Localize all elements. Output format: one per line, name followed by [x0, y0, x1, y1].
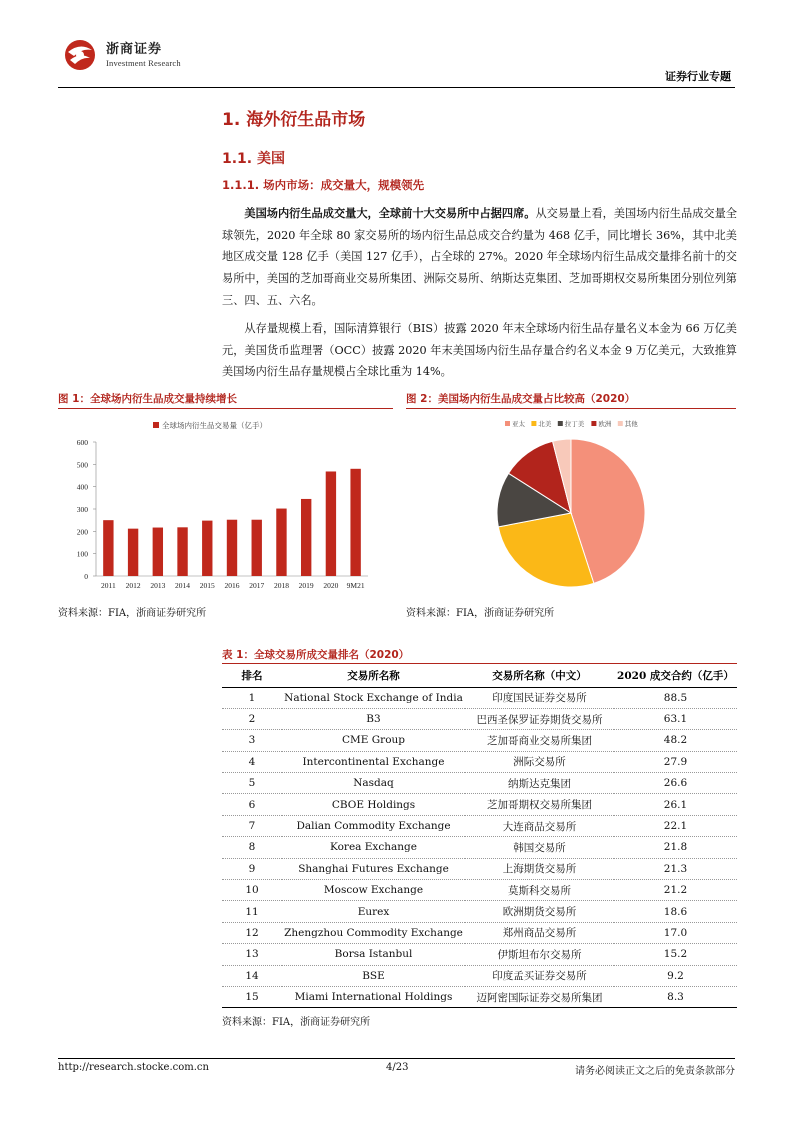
x-tick-label: 9M21 — [346, 581, 365, 590]
legend-label: 其他 — [624, 420, 638, 428]
cell-exchange-name: CME Group — [282, 730, 465, 751]
table-row — [222, 965, 737, 986]
figure2-caption: 图 2：美国场内衍生品成交量占比较高（2020） — [406, 393, 636, 405]
legend-swatch — [531, 421, 536, 426]
x-tick-label: 2019 — [298, 581, 314, 590]
legend-swatch — [558, 421, 563, 426]
cell-contracts: 21.3 — [614, 858, 737, 879]
table-header-row — [222, 665, 737, 687]
header-contracts-2020: 2020 成交合约（亿手） — [614, 665, 737, 687]
paragraph-lead-bold: 美国场内衍生品成交量大，全球前十大交易所中占据四席。 — [244, 206, 536, 220]
table1-caption: 表 1：全球交易所成交量排名（2020） — [222, 649, 410, 661]
cell-exchange-name: Zhengzhou Commodity Exchange — [282, 922, 465, 943]
pie-chart-us-share — [406, 412, 736, 604]
bar — [177, 527, 187, 576]
cell-contracts: 63.1 — [614, 708, 737, 729]
cell-exchange-name: BSE — [282, 965, 465, 986]
cell-rank: 4 — [222, 751, 282, 772]
cell-rank: 6 — [222, 794, 282, 815]
cell-contracts: 17.0 — [614, 922, 737, 943]
x-tick-label: 2013 — [150, 581, 166, 590]
x-tick-label: 2011 — [100, 581, 116, 590]
cell-rank: 2 — [222, 708, 282, 729]
cell-rank: 10 — [222, 880, 282, 901]
y-tick-label: 600 — [76, 438, 88, 447]
cell-exchange-name-cn: 印度国民证券交易所 — [465, 687, 614, 708]
cell-rank: 14 — [222, 965, 282, 986]
cell-exchange-name: National Stock Exchange of India — [282, 687, 465, 708]
x-tick-label: 2014 — [175, 581, 191, 590]
table-row — [222, 815, 737, 836]
figure1-caption: 图 1：全球场内衍生品成交量持续增长 — [58, 393, 237, 405]
cell-exchange-name: Intercontinental Exchange — [282, 751, 465, 772]
bar — [128, 529, 138, 576]
bar — [301, 499, 311, 576]
cell-exchange-name: Shanghai Futures Exchange — [282, 858, 465, 879]
legend-swatch — [591, 421, 596, 426]
y-tick-label: 300 — [76, 505, 88, 514]
figure1-rule — [58, 408, 393, 409]
table-row — [222, 837, 737, 858]
cell-exchange-name-cn: 伊斯坦布尔交易所 — [465, 944, 614, 965]
cell-contracts: 18.6 — [614, 901, 737, 922]
cell-exchange-name-cn: 芝加哥期权交易所集团 — [465, 794, 614, 815]
x-tick-label: 2016 — [224, 581, 240, 590]
cell-exchange-name-cn: 上海期货交易所 — [465, 858, 614, 879]
paragraph-trading-volume — [222, 203, 737, 312]
cell-rank: 3 — [222, 730, 282, 751]
legend-swatch — [618, 421, 623, 426]
table-row — [222, 687, 737, 708]
table-row — [222, 708, 737, 729]
table-row — [222, 730, 737, 751]
cell-rank: 7 — [222, 815, 282, 836]
table-row — [222, 794, 737, 815]
header-exchange-name-cn: 交易所名称（中文） — [465, 665, 614, 687]
cell-contracts: 21.2 — [614, 880, 737, 901]
y-tick-label: 200 — [76, 527, 88, 537]
header-divider — [58, 87, 735, 88]
y-tick-label: 100 — [76, 549, 88, 559]
cell-exchange-name-cn: 莫斯科交易所 — [465, 880, 614, 901]
cell-exchange-name: Dalian Commodity Exchange — [282, 815, 465, 836]
paragraph-body: 从交易量上看，美国场内衍生品成交量全球领先，2020 年全球 80 家交易所的场内衍生品总成交合约量为 468 亿手，同比增长 36%，其中北美地区成交量 128 亿手（美国 127 亿手），占全球的 27%。2020 年全球场内衍生品成交量排名前十的交易所中，美国的芝加哥商业交易所集团、洲际交易所、纳斯达克集团、芝加哥期权交易所集团分别位列第三、四、五、六名。 — [222, 207, 737, 307]
cell-contracts: 26.6 — [614, 773, 737, 794]
cell-exchange-name-cn: 洲际交易所 — [465, 751, 614, 772]
header-exchange-name: 交易所名称 — [282, 665, 465, 687]
page-number: 4/23 — [386, 1062, 409, 1073]
cell-exchange-name: B3 — [282, 708, 465, 729]
cell-contracts: 21.8 — [614, 837, 737, 858]
header-rank: 排名 — [222, 665, 282, 687]
table-row — [222, 944, 737, 965]
cell-contracts: 15.2 — [614, 944, 737, 965]
logo-icon — [60, 38, 100, 72]
logo-name-cn: 浙商证券 — [106, 41, 163, 57]
company-logo — [60, 38, 181, 72]
cell-rank: 11 — [222, 901, 282, 922]
figure1-source: 资料来源：FIA，浙商证券研究所 — [58, 608, 207, 619]
disclaimer-note: 请务必阅读正文之后的免责条款部分 — [575, 1066, 735, 1077]
legend-label: 亚太 — [512, 420, 525, 428]
bar — [350, 469, 360, 576]
cell-exchange-name: Nasdaq — [282, 773, 465, 794]
cell-exchange-name-cn: 郑州商品交易所 — [465, 922, 614, 943]
logo-name-en: Investment Research — [106, 57, 181, 68]
bar — [252, 520, 262, 576]
y-tick-label: 0 — [84, 572, 88, 581]
table-row — [222, 858, 737, 879]
cell-rank: 13 — [222, 944, 282, 965]
bar — [153, 528, 163, 576]
cell-rank: 12 — [222, 922, 282, 943]
x-tick-label: 2015 — [199, 581, 215, 590]
footer-divider — [58, 1058, 735, 1059]
cell-exchange-name: CBOE Holdings — [282, 794, 465, 815]
subsection-heading: 1.1. 美国 — [222, 151, 285, 167]
cell-exchange-name-cn: 印度孟买证券交易所 — [465, 965, 614, 986]
cell-exchange-name: Eurex — [282, 901, 465, 922]
cell-exchange-name-cn: 大连商品交易所 — [465, 815, 614, 836]
legend-label: 北美 — [538, 420, 552, 428]
y-tick-label: 500 — [76, 460, 88, 470]
cell-exchange-name-cn: 芝加哥商业交易所集团 — [465, 730, 614, 751]
bar — [276, 509, 286, 576]
cell-exchange-name: Korea Exchange — [282, 837, 465, 858]
bar-chart-global-volume — [58, 412, 393, 604]
cell-contracts: 27.9 — [614, 751, 737, 772]
cell-rank: 5 — [222, 773, 282, 794]
bar — [326, 471, 336, 576]
legend-label: 拉丁美 — [564, 420, 585, 428]
section-heading: 1. 海外衍生品市场 — [222, 110, 366, 130]
bar — [202, 521, 212, 576]
x-tick-label: 2012 — [125, 581, 141, 590]
cell-contracts: 8.3 — [614, 986, 737, 1007]
table1-rule — [222, 663, 737, 664]
x-tick-label: 2017 — [249, 581, 265, 590]
x-tick-label: 2018 — [273, 581, 289, 590]
cell-contracts: 26.1 — [614, 794, 737, 815]
x-tick-label: 2020 — [323, 581, 339, 590]
legend-swatch — [153, 422, 159, 428]
cell-contracts: 48.2 — [614, 730, 737, 751]
table-row — [222, 773, 737, 794]
figure2-source: 资料来源：FIA，浙商证券研究所 — [406, 608, 555, 619]
table-row — [222, 880, 737, 901]
cell-rank: 15 — [222, 986, 282, 1007]
cell-rank: 1 — [222, 687, 282, 708]
cell-exchange-name-cn: 迈阿密国际证券交易所集团 — [465, 986, 614, 1007]
cell-exchange-name-cn: 纳斯达克集团 — [465, 773, 614, 794]
legend-label: 全球场内衍生品交易量（亿手） — [162, 421, 267, 430]
table-row — [222, 922, 737, 943]
table-row — [222, 986, 737, 1007]
y-tick-label: 400 — [76, 482, 88, 492]
cell-exchange-name-cn: 巴西圣保罗证券期货交易所 — [465, 708, 614, 729]
paragraph-notional-stock: 从存量规模上看，国际清算银行（BIS）披露 2020 年末全球场内衍生品存量名义本金为 66 万亿美元，美国货币监理署（OCC）披露 2020 年末美国场内衍生品存量合约名义本金 9 万亿美元，大致推算美国场内衍生品存量规模占全球比重为 14%。 — [222, 322, 737, 379]
table-row — [222, 901, 737, 922]
legend-label: 欧洲 — [598, 420, 612, 428]
footer-url: http://research.stocke.com.cn — [58, 1062, 209, 1073]
cell-exchange-name: Miami International Holdings — [282, 986, 465, 1007]
cell-contracts: 22.1 — [614, 815, 737, 836]
bar — [103, 520, 113, 576]
exchange-ranking-table — [222, 665, 737, 1008]
bar — [227, 520, 237, 576]
table1-source: 资料来源：FIA，浙商证券研究所 — [222, 1017, 371, 1028]
table-row — [222, 751, 737, 772]
subsubsection-heading: 1.1.1. 场内市场：成交量大，规模领先 — [222, 178, 425, 192]
cell-exchange-name: Moscow Exchange — [282, 880, 465, 901]
cell-contracts: 88.5 — [614, 687, 737, 708]
cell-rank: 8 — [222, 837, 282, 858]
figure2-rule — [406, 408, 736, 409]
cell-exchange-name-cn: 韩国交易所 — [465, 837, 614, 858]
report-type-title: 证券行业专题 — [665, 70, 731, 83]
legend-swatch — [505, 421, 510, 426]
cell-exchange-name: Borsa Istanbul — [282, 944, 465, 965]
cell-rank: 9 — [222, 858, 282, 879]
cell-contracts: 9.2 — [614, 965, 737, 986]
cell-exchange-name-cn: 欧洲期货交易所 — [465, 901, 614, 922]
